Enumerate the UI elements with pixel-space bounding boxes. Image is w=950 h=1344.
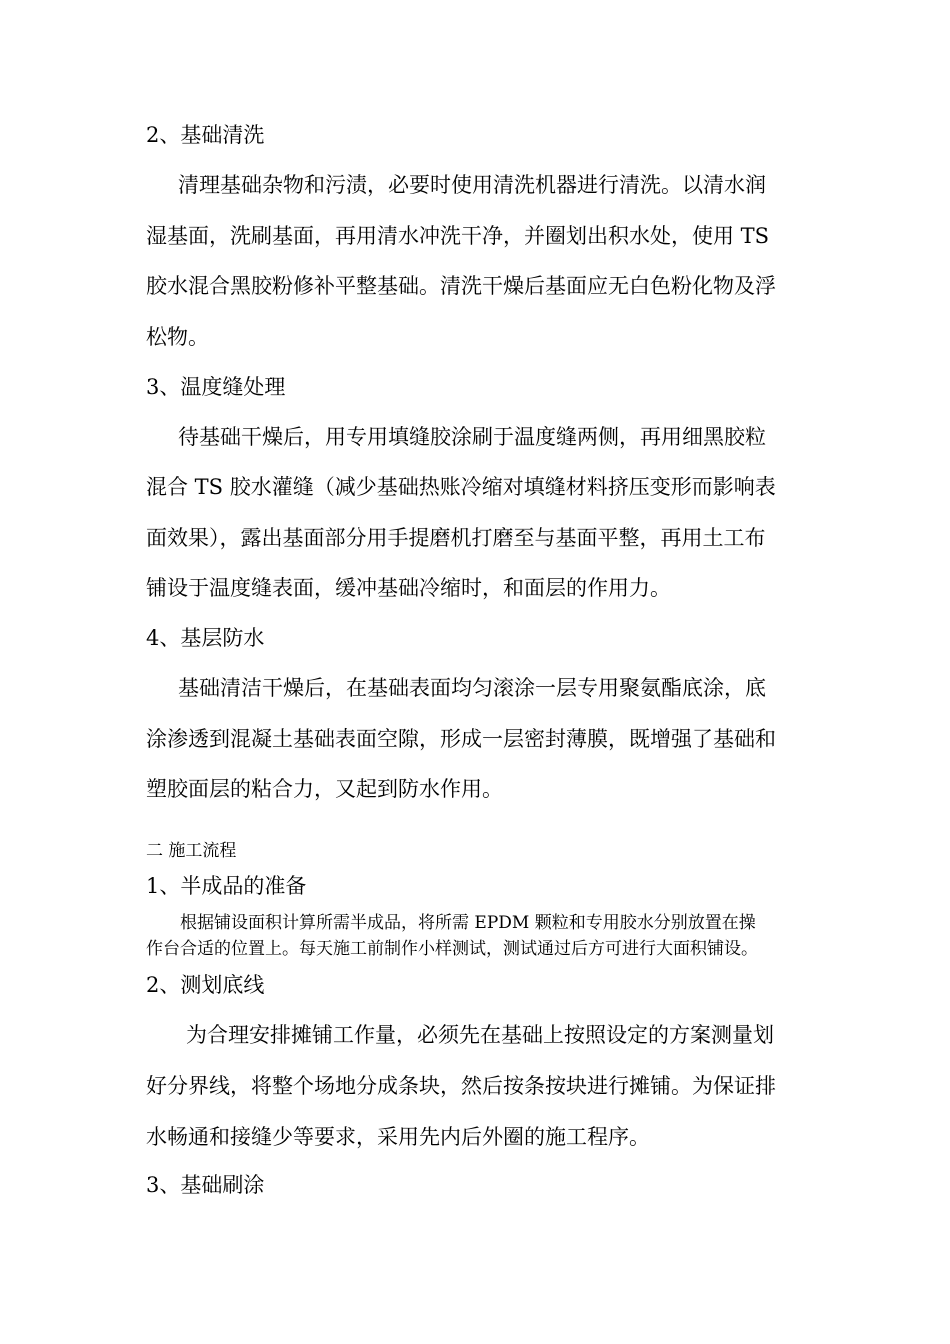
paragraph-line: 松物。 [146,325,209,349]
paragraph-line: 为合理安排摊铺工作量，必须先在基础上按照设定的方案测量划 [186,1023,774,1047]
paragraph-line: 胶水混合黑胶粉修补平整基础。清洗干燥后基面应无白色粉化物及浮 [146,274,776,298]
paragraph-line: 面效果），露出基面部分用手提磨机打磨至与基面平整，再用土工布 [146,526,766,550]
paragraph-line: 作台合适的位置上。每天施工前制作小样测试，测试通过后方可进行大面积铺设。 [146,939,758,959]
paragraph-line: 涂渗透到混凝土基础表面空隙，形成一层密封薄膜，既增强了基础和 [146,727,776,751]
section-title-construction-process: 二 施工流程 [146,841,237,861]
paragraph-line: 清理基础杂物和污渍，必要时使用清洗机器进行清洗。以清水润 [178,173,766,197]
heading-base-coating: 3、基础刷涂 [146,1173,265,1197]
paragraph-line: 根据铺设面积计算所需半成品，将所需 EPDM 颗粒和专用胶水分别放置在操 [180,913,756,933]
paragraph-line: 混合 TS 胶水灌缝（减少基础热账冷缩对填缝材料挤压变形而影响表 [146,475,776,499]
paragraph-line: 铺设于温度缝表面，缓冲基础冷缩时，和面层的作用力。 [146,576,671,600]
heading-foundation-cleaning: 2、基础清洗 [146,123,265,147]
paragraph-line: 塑胶面层的粘合力，又起到防水作用。 [146,777,503,801]
heading-expansion-joint: 3、温度缝处理 [146,375,286,399]
heading-marking-baseline: 2、测划底线 [146,973,265,997]
paragraph-line: 好分界线，将整个场地分成条块，然后按条按块进行摊铺。为保证排 [146,1074,776,1098]
paragraph-line: 待基础干燥后，用专用填缝胶涂刷于温度缝两侧，再用细黑胶粒 [178,425,766,449]
paragraph-line: 基础清洁干燥后，在基础表面均匀滚涂一层专用聚氨酯底涂，底 [178,676,766,700]
paragraph-line: 湿基面，洗刷基面，再用清水冲洗干净，并圈划出积水处，使用 TS [146,224,770,248]
heading-base-waterproofing: 4、基层防水 [146,626,265,650]
paragraph-line: 水畅通和接缝少等要求，采用先内后外圈的施工程序。 [146,1125,650,1149]
heading-semi-finished-prep: 1、半成品的准备 [146,874,307,898]
